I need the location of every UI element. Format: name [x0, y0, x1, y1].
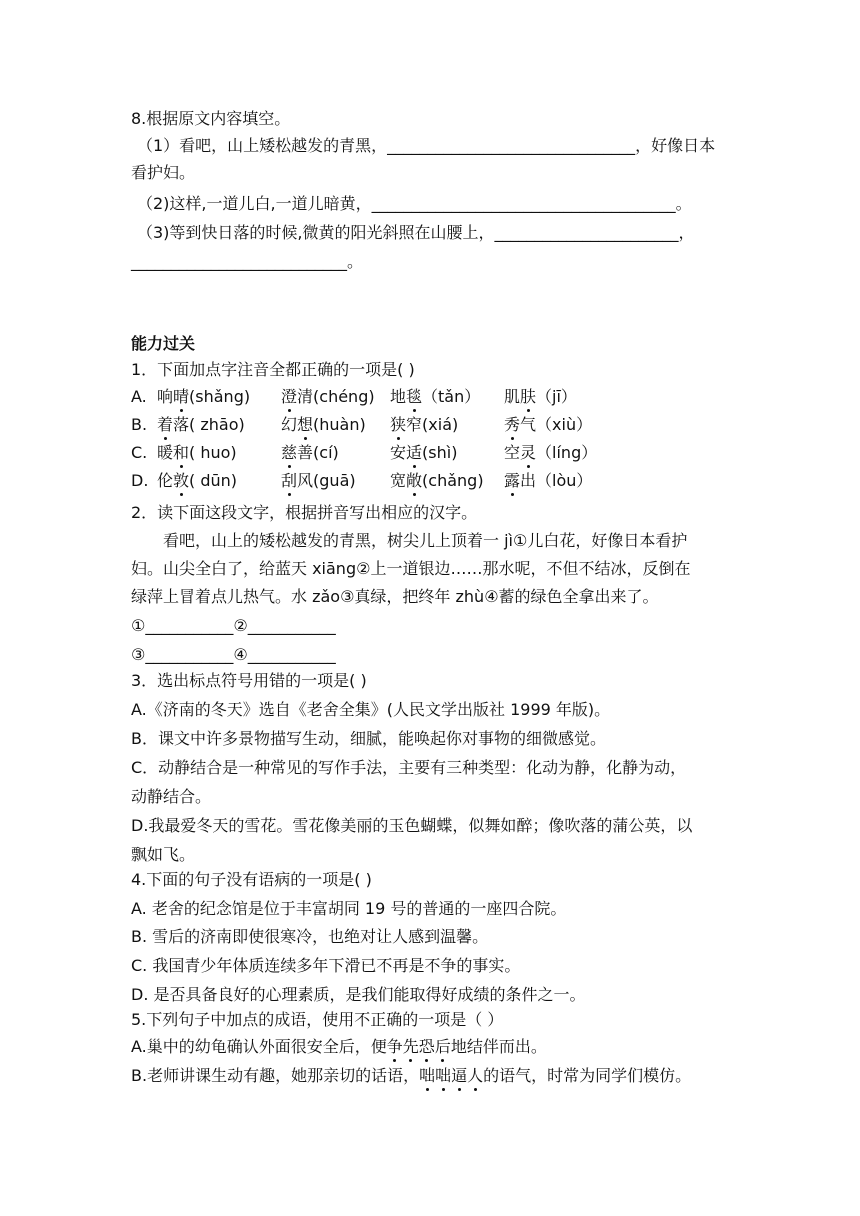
pinyin-item: 幻想(huàn)	[281, 415, 366, 434]
q2-passage-line-2: 妇。山尖全白了，给蓝天 xiāng②上一道银边……那水呢，不但不结冰，反倒在	[131, 559, 691, 578]
pinyin-item: 慈善(cí)	[281, 443, 339, 462]
q8-title: 8.根据原文内容填空。	[131, 109, 291, 128]
q4-option-c: C. 我国青少年体质连续多年下滑已不再是不争的事实。	[131, 956, 521, 975]
q8-line-1: （1）看吧，山上矮松越发的青黑，_______________________________，好像日本	[137, 136, 716, 155]
q4-option-a: A. 老舍的纪念馆是位于丰富胡同 19 号的普通的一座四合院。	[131, 899, 567, 918]
q3-option-a: A.《济南的冬天》选自《老舍全集》(人民文学出版社 1999 年版)。	[131, 700, 611, 719]
q3-title: 3．选出标点符号用错的一项是( )	[131, 671, 367, 690]
pinyin-item: 露出（lòu）	[504, 471, 593, 490]
q2-passage-line-1: 看吧，山上的矮松越发的青黑，树尖儿上顶着一 jì①儿白花，好像日本看护	[163, 531, 688, 550]
pinyin-item: 地毯（tǎn）	[390, 387, 481, 406]
q1-title: 1．下面加点字注音全都正确的一项是( )	[131, 360, 415, 379]
section-heading: 能力过关	[131, 334, 196, 353]
q4-title: 4.下面的句子没有语病的一项是( )	[131, 870, 372, 889]
q8-line-3: （3)等到快日落的时候,微黄的阳光斜照在山腰上，_______________________，	[137, 223, 695, 242]
q8-line-3-cont: ___________________________。	[131, 252, 364, 271]
q2-blanks-2: ③___________④___________	[131, 645, 336, 664]
q3-option-d: D.我最爱冬天的雪花。雪花像美丽的玉色蝴蝶，似舞如醉；像吹落的蒲公英，以	[131, 816, 693, 835]
q2-passage-line-3: 绿萍上冒着点儿热气。水 zǎo③真绿，把终年 zhù④蓄的绿色全拿出来了。	[131, 587, 659, 606]
q3-option-c: C．动静结合是一种常见的写作手法，主要有三种类型：化动为静，化静为动，	[131, 758, 687, 777]
pinyin-item: 着落( zhāo)	[157, 415, 245, 434]
q3-option-c-cont: 动静结合。	[131, 787, 212, 806]
q8-line-2: （2)这样,一道儿白,一道儿暗黄，______________________________________。	[137, 194, 692, 213]
q5-title: 5.下列句子中加点的成语，使用不正确的一项是（ ）	[131, 1010, 504, 1029]
q5-option-a: A.巢中的幼龟确认外面很安全后，便争先恐后地结伴而出。	[131, 1037, 547, 1056]
pinyin-item: 响晴(shǎng)	[157, 387, 251, 406]
option-label: D.	[131, 471, 149, 490]
dotted-idiom: 咄咄逼人	[419, 1066, 484, 1085]
pinyin-item: 秀气（xiù）	[504, 415, 593, 434]
q3-option-d-cont: 飘如飞。	[131, 845, 196, 864]
q2-title: 2．读下面这段文字，根据拼音写出相应的汉字。	[131, 503, 478, 522]
q5-option-b: B.老师讲课生动有趣，她那亲切的话语，咄咄逼人的语气，时常为同学们模仿。	[131, 1066, 692, 1085]
pinyin-item: 伦敦( dūn)	[157, 471, 238, 490]
pinyin-item: 空灵（líng）	[504, 443, 598, 462]
q8-line-1-cont: 看护妇。	[131, 163, 196, 182]
pinyin-item: 澄清(chéng)	[281, 387, 375, 406]
q3-option-b: B．课文中许多景物描写生动，细腻，能唤起你对事物的细微感觉。	[131, 729, 606, 748]
q4-option-d: D. 是否具备良好的心理素质，是我们能取得好成绩的条件之一。	[131, 985, 586, 1004]
pinyin-item: 宽敞(chǎng)	[390, 471, 484, 490]
pinyin-item: 暖和( huo)	[157, 443, 237, 462]
option-label: A.	[131, 387, 147, 406]
q4-option-b: B. 雪后的济南即使很寒冷，也绝对让人感到温馨。	[131, 927, 489, 946]
dotted-idiom: 争先恐后	[386, 1037, 451, 1056]
option-label: B.	[131, 415, 148, 434]
option-label: C.	[131, 443, 148, 462]
pinyin-item: 安适(shì)	[390, 443, 458, 462]
pinyin-item: 肌肤（jī）	[504, 387, 577, 406]
pinyin-item: 刮风(guā)	[281, 471, 356, 490]
q2-blanks-1: ①___________②___________	[131, 616, 336, 635]
pinyin-item: 狭窄(xiá)	[390, 415, 459, 434]
